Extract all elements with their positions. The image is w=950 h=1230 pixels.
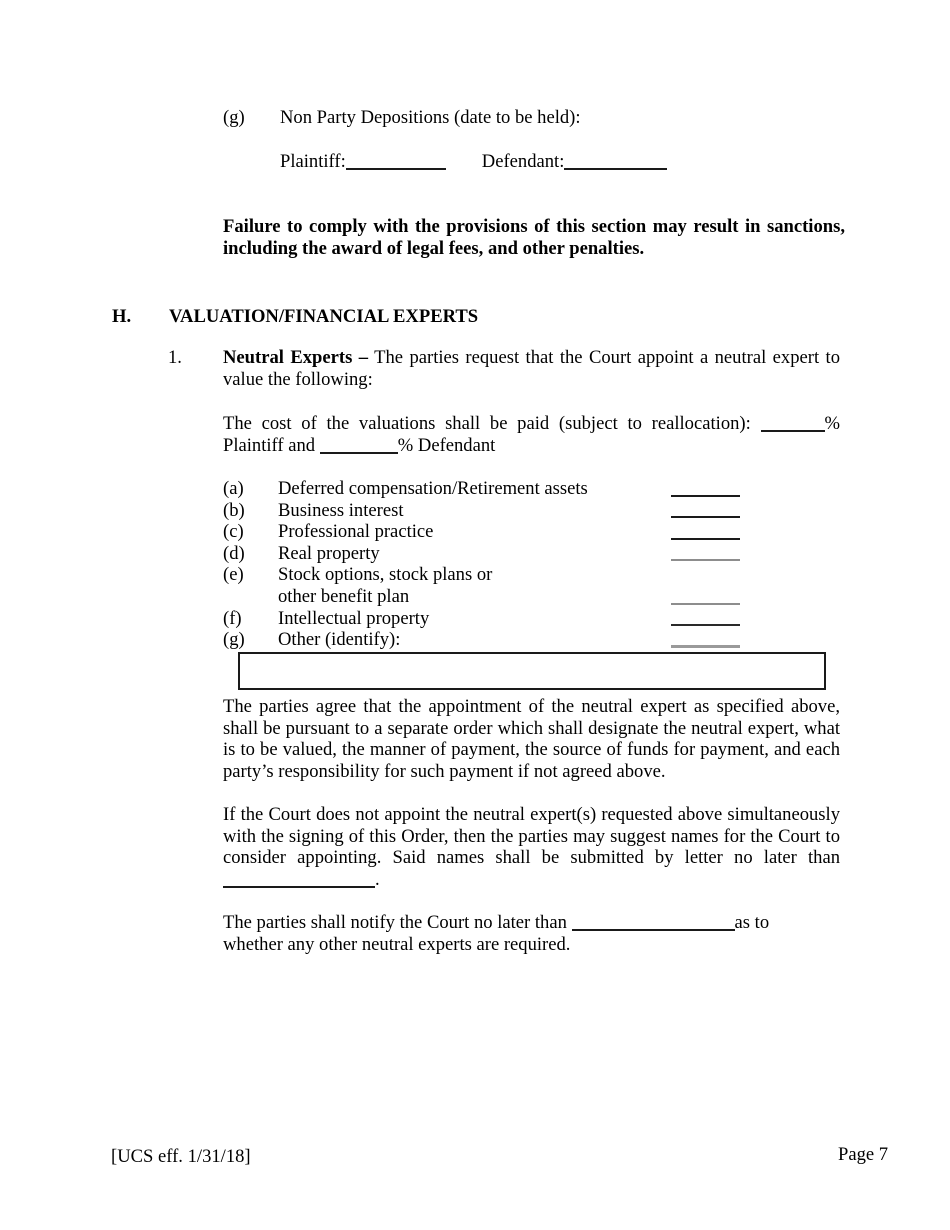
plaintiff-percent-blank[interactable]: [761, 417, 825, 432]
asset-label: (g): [223, 629, 245, 651]
asset-row-b: [223, 500, 783, 522]
cost-text-post: % Defendant: [397, 434, 496, 456]
asset-label: (f): [223, 607, 242, 629]
asset-text: [278, 564, 492, 607]
asset-row-a: [223, 478, 783, 500]
plaintiff-label: Plaintiff:: [280, 151, 346, 172]
asset-value-blank[interactable]: [671, 495, 740, 497]
asset-row-f: [223, 608, 783, 630]
section-heading-title: VALUATION/FINANCIAL EXPERTS: [169, 306, 479, 327]
sanctions-warning: Failure to comply with the provisions of this section may result in sanctions, including the award of legal fees, and other penalties.: [223, 216, 845, 259]
parties-agree-paragraph: The parties agree that the appointment of the neutral expert as specified above, shall be pursuant to a separate order which shall designate the neutral expert, what is to be valued, the manner of payment, the source of funds for payment, and each party’s responsibility for such payment if not agreed above.: [223, 696, 840, 783]
neutral-experts-lead: [223, 347, 840, 390]
cost-text-mid: % Plaintiff and: [223, 413, 840, 456]
court-appoint-paragraph: [223, 804, 840, 891]
neutral-experts-lead-text: The parties request that the Court appoint a neutral expert to value the following:: [223, 347, 840, 390]
asset-label: (d): [223, 542, 245, 564]
asset-label: (b): [223, 499, 245, 521]
asset-row-d: [223, 543, 783, 565]
asset-value-blank[interactable]: [671, 603, 740, 605]
defendant-date-blank[interactable]: [564, 155, 667, 170]
valuation-cost-paragraph: [223, 413, 840, 456]
asset-text: Professional practice: [278, 521, 434, 543]
letter-date-blank[interactable]: [223, 873, 375, 888]
deposition-item: [223, 107, 843, 129]
asset-row-e: [223, 564, 783, 607]
asset-value-blank[interactable]: [671, 516, 740, 518]
notify-text-post: as to: [734, 912, 770, 933]
neutral-experts-lead-bold: Neutral Experts –: [223, 347, 369, 368]
asset-row-g: [223, 629, 783, 651]
item-number: 1.: [168, 347, 182, 368]
notify-line2: whether any other neutral experts are required.: [223, 933, 571, 955]
defendant-percent-blank[interactable]: [320, 439, 398, 454]
asset-text: Business interest: [278, 499, 404, 521]
asset-label: (e): [223, 564, 244, 586]
section-heading-label: H.: [112, 306, 132, 327]
asset-row-c: [223, 521, 783, 543]
asset-text-line1: Stock options, stock plans or: [278, 564, 493, 586]
notify-date-blank[interactable]: [572, 916, 735, 931]
asset-text: Other (identify):: [278, 629, 401, 651]
asset-text: Intellectual property: [278, 607, 430, 629]
court-text-post: .: [375, 869, 380, 891]
notify-paragraph: [223, 912, 863, 955]
notify-line1: [223, 912, 863, 934]
asset-list: [223, 478, 783, 651]
asset-label: (a): [223, 478, 244, 499]
footer-effective-date: [UCS eff. 1/31/18]: [111, 1146, 251, 1167]
asset-value-blank[interactable]: [671, 624, 740, 626]
asset-value-blank[interactable]: [671, 645, 740, 648]
asset-text: Real property: [278, 542, 380, 564]
deposition-date-fields: [280, 151, 880, 173]
deposition-item-label: (g): [223, 107, 245, 128]
cost-text-pre: The cost of the valuations shall be paid (subject to reallocation):: [223, 413, 761, 434]
court-text-pre: If the Court does not appoint the neutral expert(s) requested above simultaneously with the signing of this Order, then the parties may suggest names for the Court to consider appointing. Said names shall be submitted by letter no later than: [223, 804, 840, 869]
plaintiff-date-blank[interactable]: [346, 155, 446, 170]
asset-text-line2: other benefit plan: [278, 585, 410, 607]
asset-text: Deferred compensation/Retirement assets: [278, 478, 588, 499]
section-heading: [112, 306, 812, 328]
asset-label: (c): [223, 521, 244, 543]
asset-value-blank[interactable]: [671, 559, 740, 561]
footer-page-number: Page 7: [838, 1144, 889, 1165]
neutral-experts-item: [168, 347, 840, 390]
asset-value-blank[interactable]: [671, 538, 740, 540]
notify-text-pre: The parties shall notify the Court no later than: [223, 912, 572, 933]
other-identify-box[interactable]: [238, 652, 826, 690]
defendant-label: Defendant:: [481, 151, 565, 172]
deposition-item-text: Non Party Depositions (date to be held):: [280, 107, 581, 128]
